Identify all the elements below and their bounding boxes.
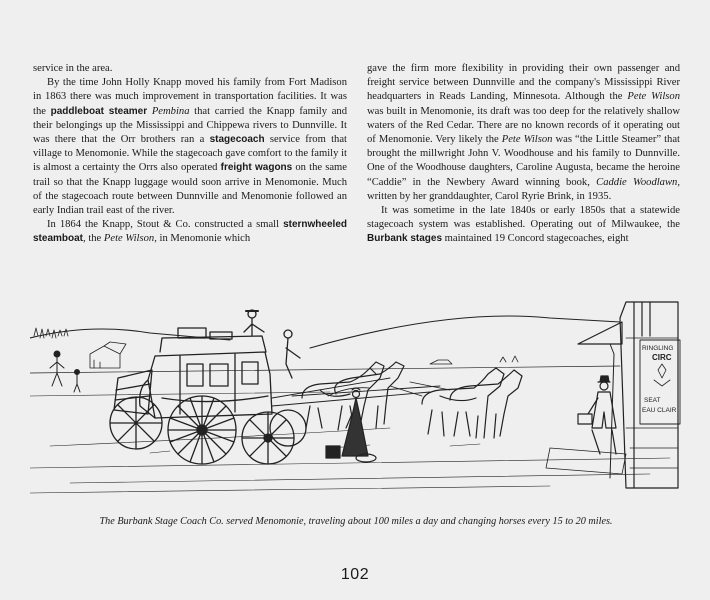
text-run: maintained 19 Concord stagecoaches, eight — [442, 233, 629, 245]
bold-term: freight wagons — [220, 162, 293, 174]
stagecoach-illustration — [30, 278, 682, 508]
sign-text: CIRC — [652, 353, 672, 362]
text-run: was built in Menomonie, its draft was too deep for the relatively shallow waters of the Red Cedar. There are no known records of it operating out of Menomonie. Very likely the — [367, 105, 680, 146]
text-run: service from that village to Menomonie. While the stagecoach gave comfort to the family it is almost a certainty the Orrs also operated — [33, 134, 348, 174]
text-run: In 1864 the Knapp, Stout & Co. constructed a small — [47, 219, 284, 231]
italic-title: Pete Wilson — [627, 91, 680, 103]
sign-text: EAU CLAIR — [642, 407, 677, 414]
sign-text: SEAT — [644, 397, 661, 404]
italic-title: Caddie Woodlawn, — [596, 176, 680, 188]
sign-text: RINGLING — [642, 345, 674, 352]
right-column — [367, 62, 680, 247]
italic-title: Pete Wilson — [501, 134, 553, 146]
bold-term: paddleboat steamer — [50, 105, 148, 117]
bold-term: stagecoach — [209, 134, 265, 146]
text-run: that carried the Knapp family and their belongings up the Mississippi and Chippewa rivers to Dunnville. It was there that the Orr brothers ran a — [33, 105, 347, 146]
italic-title: Pete Wilson, — [103, 233, 157, 245]
text-run: , the — [83, 233, 104, 245]
bold-term: sternwheeled steamboat — [33, 219, 347, 245]
paragraph — [33, 218, 347, 246]
italic-title: Pembina — [151, 105, 190, 117]
paragraph — [367, 62, 680, 204]
text-run: By the time John Holly Knapp moved his family from Fort Madison in 1863 there was much improvement in transportation facilities. It was the — [33, 77, 347, 117]
bold-term: Burbank stages — [367, 233, 443, 245]
illustration-caption: The Burbank Stage Coach Co. served Menomonie, traveling about 100 miles a day and changing horses every 15 to 20 miles. — [99, 516, 613, 527]
text-run: in Menomonie which — [156, 233, 251, 245]
text-run: was “the Little Steamer” that brought the millwright John V. Woodhouse and his family to Dunnville. One of the Woodhouse daughters, Caroline Augusta, became the heroine “Caddie” in the Newbery Award winning book, — [367, 134, 680, 188]
page-number: 102 — [340, 566, 370, 583]
text-run: It was sometime in the late 1840s or early 1850s that a statewide stagecoach system was established. Operating out of Milwaukee, the — [367, 205, 680, 231]
paragraph — [367, 204, 680, 247]
left-column — [33, 62, 347, 247]
paragraph: service in the area. — [33, 63, 113, 74]
text-run: on the same trail so that the Knapp luggage would soon arrive in Menomonie. Much of the stagecoach route between Dunnville and Menomonie followed an early Indian trail east of the river. — [33, 162, 347, 217]
text-run: gave the firm more flexibility in providing their own passenger and freight service between Dunnville and the company's Mississippi River headquarters in Reads Landing, Minnesota. Although the — [367, 63, 680, 103]
paragraph — [33, 76, 347, 218]
text-run: written by her granddaughter, Carol Ryrie Brink, in 1935. — [367, 190, 612, 202]
